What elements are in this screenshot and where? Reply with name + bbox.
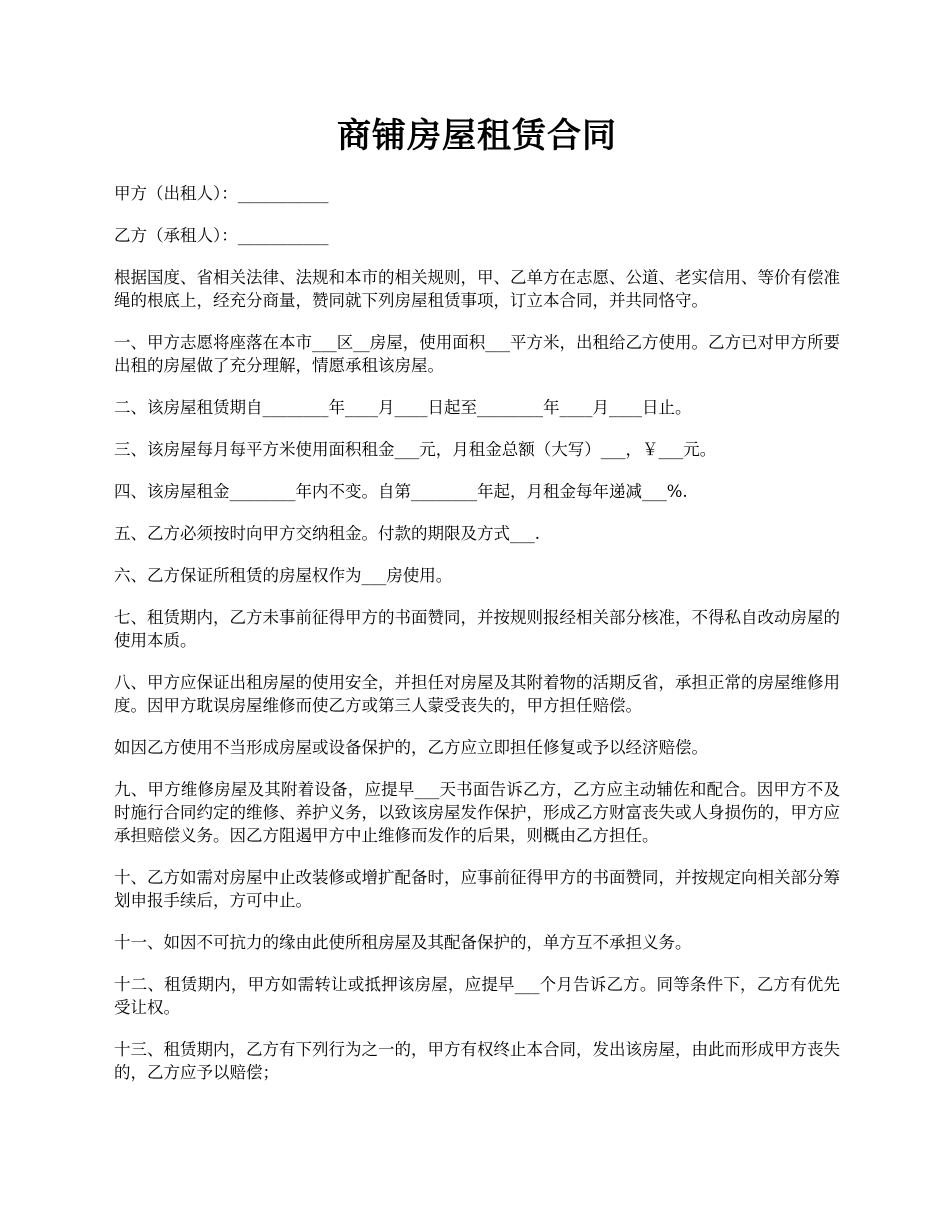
clause-12: 十二、租赁期内，甲方如需转让或抵押该房屋，应提早___个月告诉乙方。同等条件下，乙方有优先受让权。 [114,975,840,1017]
clause-6: 六、乙方保证所租赁的房屋权作为___房使用。 [114,566,453,585]
clause-2: 二、该房屋租赁期自________年____月____日起至________年____月____日止。 [114,398,692,417]
clause-7: 七、租赁期内，乙方未事前征得甲方的书面赞同，并按规则报经相关部分核准，不得私自改动房屋的使用本质。 [114,608,840,650]
contract-page [114,112,840,1103]
clause-11: 十一、如因不可抗力的缘由此使所租房屋及其配备保护的，单方互不承担义务。 [114,933,692,952]
clause-10: 十、乙方如需对房屋中止改装修或增扩配备时，应事前征得甲方的书面赞同，并按规定向相关部分筹划申报手续后，方可中止。 [114,868,840,910]
clause-13: 十三、租赁期内，乙方有下列行为之一的，甲方有权终止本合同，发出该房屋，由此而形成甲方丧失的，乙方应予以赔偿； [114,1040,840,1082]
clause-1: 一、甲方志愿将座落在本市___区__房屋，使用面积___平方米，出租给乙方使用。乙方已对甲方所要出租的房屋做了充分理解，情愿承租该房屋。 [114,333,840,375]
clause-8: 八、甲方应保证出租房屋的使用安全，并担任对房屋及其附着物的活期反省，承担正常的房屋维修用度。因甲方耽误房屋维修而使乙方或第三人蒙受丧失的，甲方担任赔偿。 [114,673,840,715]
preamble-paragraph: 根据国度、省相关法律、法规和本市的相关规则，甲、乙单方在志愿、公道、老实信用、等价有偿准绳的根底上，经充分商量，赞同就下列房屋租赁事项，订立本合同，并共同恪守。 [114,268,840,310]
party-b-line: 乙方（承租人）：___________ [114,226,329,245]
document-title: 商铺房屋租赁合同 [337,116,617,156]
clause-3: 三、该房屋每月每平方米使用面积租金___元，月租金总额（大写）___，￥___元。 [114,440,717,459]
clause-8-supplement: 如因乙方使用不当形成房屋或设备保护的，乙方应立即担任修复或予以经济赔偿。 [114,738,708,757]
clause-9: 九、甲方维修房屋及其附着设备，应提早___天书面告诉乙方，乙方应主动辅佐和配合。因甲方不及时施行合同约定的维修、养护义务，以致该房屋发作保护，形成乙方财富丧失或人身损伤的，甲方应承担赔偿义务。因乙方阻遏甲方中止维修而发作的后果，则概由乙方担任。 [114,780,840,845]
clause-4: 四、该房屋租金________年内不变。自第________年起，月租金每年递减___%. [114,482,688,501]
party-a-line: 甲方（出租人）：___________ [114,184,329,203]
clause-5: 五、乙方必须按时向甲方交纳租金。付款的期限及方式___. [114,524,540,543]
